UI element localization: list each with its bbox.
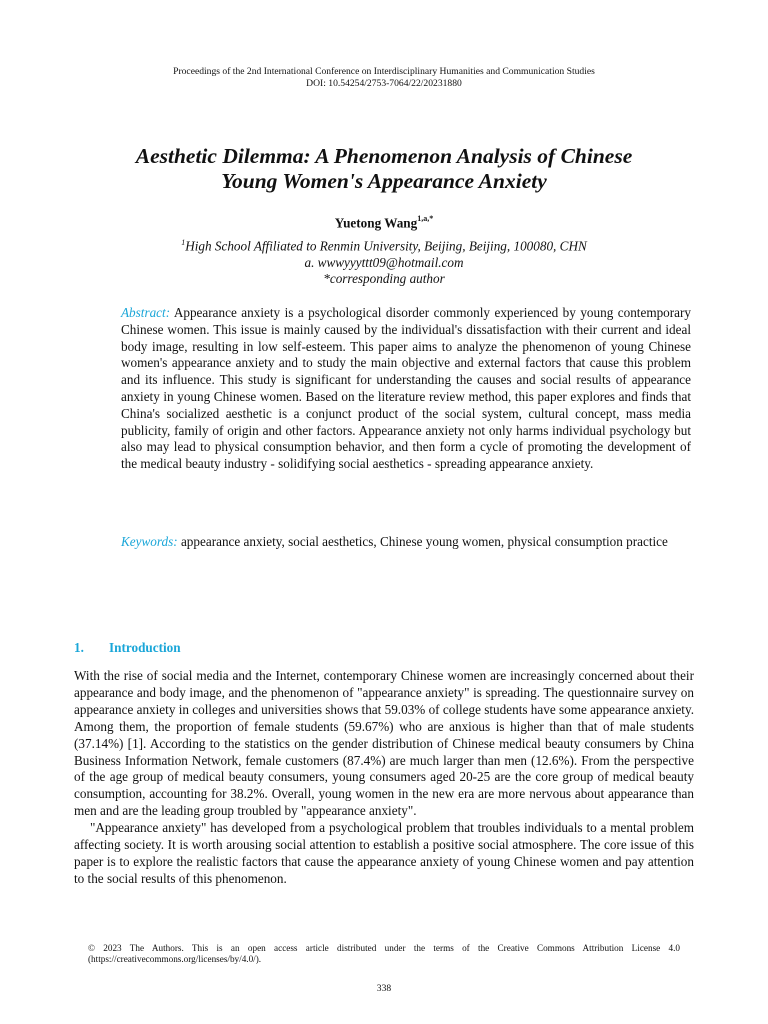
abstract-text: Appearance anxiety is a psychological disorder commonly experienced by young contemporary Chinese women. This issue is mainly caused by the individual's dissatisfaction with their current and ideal body image, resulting in low self-esteem. This paper aims to analyze the phenomenon of young Chinese women's appearance anxiety and to study the main objective and external factors that cause this problem and its influence. This study is significant for understanding the causes and social results of appearance anxiety in young Chinese women. Based on the literature review method, this paper explores and finds that China's socialized aesthetic is a conjunct product of the social system, cultural concept, mass media publicity, family of origin and other factors. Appearance anxiety not only harms individual psychology but also may lead to physical consumption behavior, and then form a cycle of promoting the development of the medical beauty industry - solidifying social aesthetics - spreading appearance anxiety. [121, 305, 691, 472]
header-proceedings: Proceedings of the 2nd International Conference on Interdisciplinary Humanities and Communication Studies [173, 66, 595, 77]
abstract [121, 305, 691, 473]
corresponding-author-note: *corresponding author [323, 271, 445, 287]
section-number: 1. [74, 640, 84, 655]
affiliation-block [0, 235, 768, 288]
keywords-text: appearance anxiety, social aesthetics, Chinese young women, physical consumption practice [177, 534, 668, 549]
author-line [0, 212, 768, 231]
author-name: Yuetong Wang [334, 215, 418, 231]
paragraph: With the rise of social media and the Internet, contemporary Chinese women are increasingly concerned about their appearance and body image, and the phenomenon of "appearance anxiety" is spreading. The questionnaire survey on appearance anxiety in colleges and universities shows that 59.03% of college students have some appearance anxiety. Among them, the proportion of female students (59.67%) who are anxious is higher than that of male students (37.14%) [1]. According to the statistics on the gender distribution of Chinese medical beauty consumers by China Business Information Network, female customers (87.4%) are much larger than men (12.6%). From the perspective of the age group of medical beauty consumers, young consumers aged 20-25 are the core group of medical beauty consumption, accounting for 38.2%. Overall, young women in the new era are more nervous about appearance than men and are the leading group troubled by "appearance anxiety". [74, 668, 694, 819]
section-heading-introduction [74, 640, 181, 656]
section-title: Introduction [109, 640, 181, 655]
paragraph: "Appearance anxiety" has developed from a psychological problem that troubles individuals to a mental problem affecting society. It is worth arousing social attention to establish a positive social atmosphere. The core issue of this paper is to explore the realistic factors that cause the appearance anxiety of young Chinese women and pay attention to the social results of this phenomenon. [74, 820, 694, 886]
affiliation-text: High School Affiliated to Renmin University, Beijing, Beijing, 100080, CHN [185, 238, 587, 254]
title-line-2: Young Women's Appearance Anxiety [221, 169, 547, 193]
license-footnote: © 2023 The Authors. This is an open access article distributed under the terms of the Creative Commons Attribution License 4.0 (https://creativecommons.org/licenses/by/4.0/). [88, 943, 680, 965]
keywords [121, 534, 691, 551]
introduction-body [74, 668, 694, 888]
abstract-label: Abstract: [121, 305, 171, 320]
header-doi: DOI: 10.54254/2753-7064/22/20231880 [306, 77, 462, 89]
author-email: a. wwwyyyttt09@hotmail.com [304, 254, 464, 270]
paper-title [60, 144, 708, 194]
title-line-1: Aesthetic Dilemma: A Phenomenon Analysis of Chinese [135, 144, 633, 168]
running-header [0, 66, 768, 89]
affiliation-institution [0, 235, 768, 255]
page-number: 338 [376, 983, 392, 994]
affiliation-superscript: 1 [181, 238, 186, 247]
keywords-label: Keywords: [121, 534, 178, 549]
author-superscript: 1,a,* [417, 214, 434, 223]
